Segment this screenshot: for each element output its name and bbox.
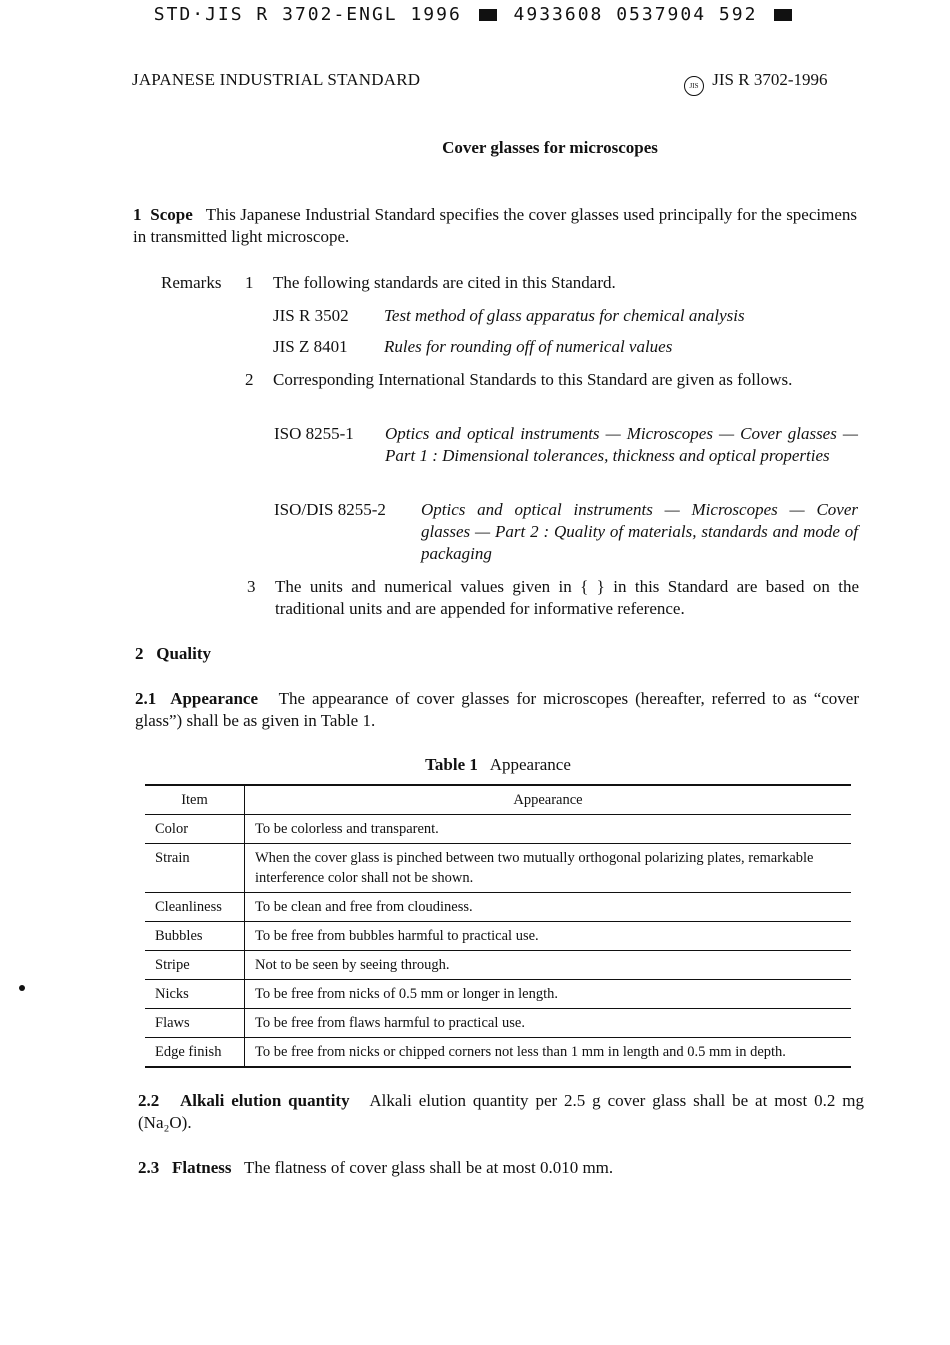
table-row bbox=[145, 844, 851, 893]
table-row bbox=[145, 815, 851, 844]
appearance-text: The appearance of cover glasses for microscopes (hereafter, referred to as “cover glass”) shall be as given in Table 1. bbox=[135, 689, 860, 730]
remark-2-number: 2 bbox=[245, 370, 254, 389]
table-cell-item: Edge finish bbox=[145, 1038, 245, 1068]
table-header-item: Item bbox=[145, 785, 245, 815]
reference-code: ISO/DIS 8255-2 bbox=[274, 500, 386, 519]
table-cell-item: Color bbox=[145, 815, 245, 844]
flatness-section bbox=[138, 1157, 864, 1179]
table-row bbox=[145, 980, 851, 1009]
alkali-section bbox=[138, 1090, 864, 1134]
table-cell-item: Bubbles bbox=[145, 922, 245, 951]
quality-title: Quality bbox=[156, 644, 212, 663]
quality-heading bbox=[135, 643, 211, 665]
table-cell-item: Strain bbox=[145, 844, 245, 893]
reference-code: JIS R 3502 bbox=[273, 306, 349, 325]
flatness-heading: Flatness bbox=[172, 1158, 232, 1177]
table-cell-appearance: To be free from bubbles harmful to practical use. bbox=[245, 922, 852, 951]
standard-number: JIS R 3702-1996 bbox=[712, 70, 828, 89]
appearance-table bbox=[145, 784, 851, 1068]
margin-dot bbox=[19, 985, 25, 991]
table-cell-appearance: When the cover glass is pinched between two mutually orthogonal polarizing plates, remarkable interference color shall not be shown. bbox=[245, 844, 852, 893]
standard-header-left: JAPANESE INDUSTRIAL STANDARD bbox=[132, 70, 421, 89]
table-row bbox=[145, 922, 851, 951]
scope-number: 1 bbox=[133, 205, 142, 224]
table-row bbox=[145, 893, 851, 922]
scope-heading: Scope bbox=[150, 205, 193, 224]
scope-text: This Japanese Industrial Standard specifies the cover glasses used principally for the specimens in transmitted light microscope. bbox=[133, 205, 858, 246]
table-row bbox=[145, 1009, 851, 1038]
remark-3-text: The units and numerical values given in { } in this Standard are based on the traditional units and are appended for informative reference. bbox=[275, 577, 859, 618]
alkali-text: Alkali elution quantity per 2.5 g cover glass shall be at most 0.2 mg (Na₂O). bbox=[138, 1091, 865, 1132]
document-code: STD·JIS R 3702-ENGL 1996 bbox=[153, 4, 462, 25]
table-row bbox=[145, 1038, 851, 1068]
table-header-row bbox=[145, 785, 851, 815]
table-caption bbox=[0, 755, 950, 775]
table-cell-appearance: To be free from nicks or chipped corners not less than 1 mm in length and 0.5 mm in depth. bbox=[245, 1038, 852, 1068]
table-row bbox=[145, 951, 851, 980]
table-cell-item: Nicks bbox=[145, 980, 245, 1009]
appearance-heading: Appearance bbox=[170, 689, 259, 708]
remark-2-text: Corresponding International Standards to this Standard are given as follows. bbox=[273, 370, 793, 389]
document-title: Cover glasses for microscopes bbox=[442, 138, 658, 157]
flatness-text: The flatness of cover glass shall be at most 0.010 mm. bbox=[243, 1158, 614, 1177]
scope-section bbox=[133, 204, 857, 248]
table-cell-item: Flaws bbox=[145, 1009, 245, 1038]
reference-title: Rules for rounding off of numerical values bbox=[384, 337, 673, 356]
quality-number: 2 bbox=[135, 644, 144, 663]
table-cell-appearance: To be free from flaws harmful to practical use. bbox=[245, 1009, 852, 1038]
table-cell-appearance: To be clean and free from cloudiness. bbox=[245, 893, 852, 922]
table-cell-appearance: To be free from nicks of 0.5 mm or longer in length. bbox=[245, 980, 852, 1009]
alkali-number: 2.2 bbox=[138, 1091, 160, 1110]
reference-code: JIS Z 8401 bbox=[273, 337, 348, 356]
table-caption-label: Table 1 bbox=[425, 755, 478, 774]
flatness-number: 2.3 bbox=[138, 1158, 160, 1177]
remark-3-number: 3 bbox=[247, 577, 256, 596]
table-cell-item: Stripe bbox=[145, 951, 245, 980]
reference-title: Test method of glass apparatus for chemical analysis bbox=[384, 306, 745, 325]
table-cell-item: Cleanliness bbox=[145, 893, 245, 922]
table-cell-appearance: Not to be seen by seeing through. bbox=[245, 951, 852, 980]
document-code-serial: 4933608 0537904 592 bbox=[513, 4, 758, 25]
jis-mark-icon: JIS bbox=[684, 76, 704, 96]
table-caption-text: Appearance bbox=[489, 755, 571, 774]
reference-title: Optics and optical instruments — Microscopes — Cover glasses — Part 1 : Dimensional tolerances, thickness and optical properties bbox=[385, 424, 858, 465]
black-block-mark bbox=[774, 9, 792, 21]
standard-header-right bbox=[684, 70, 827, 96]
reference-code: ISO 8255-1 bbox=[274, 424, 354, 443]
alkali-heading: Alkali elution quantity bbox=[179, 1091, 350, 1110]
remark-1-number: 1 bbox=[245, 273, 254, 292]
remarks-label: Remarks bbox=[161, 273, 222, 292]
remark-1-text: The following standards are cited in this Standard. bbox=[273, 273, 616, 292]
appearance-section bbox=[135, 688, 859, 732]
table-cell-appearance: To be colorless and transparent. bbox=[245, 815, 852, 844]
appearance-number: 2.1 bbox=[135, 689, 157, 708]
document-code-line bbox=[0, 4, 950, 25]
table-header-appearance: Appearance bbox=[245, 785, 852, 815]
reference-title: Optics and optical instruments — Microscopes — Cover glasses — Part 2 : Quality of materials, standards and mode of packaging bbox=[421, 500, 858, 563]
black-block-mark bbox=[479, 9, 497, 21]
